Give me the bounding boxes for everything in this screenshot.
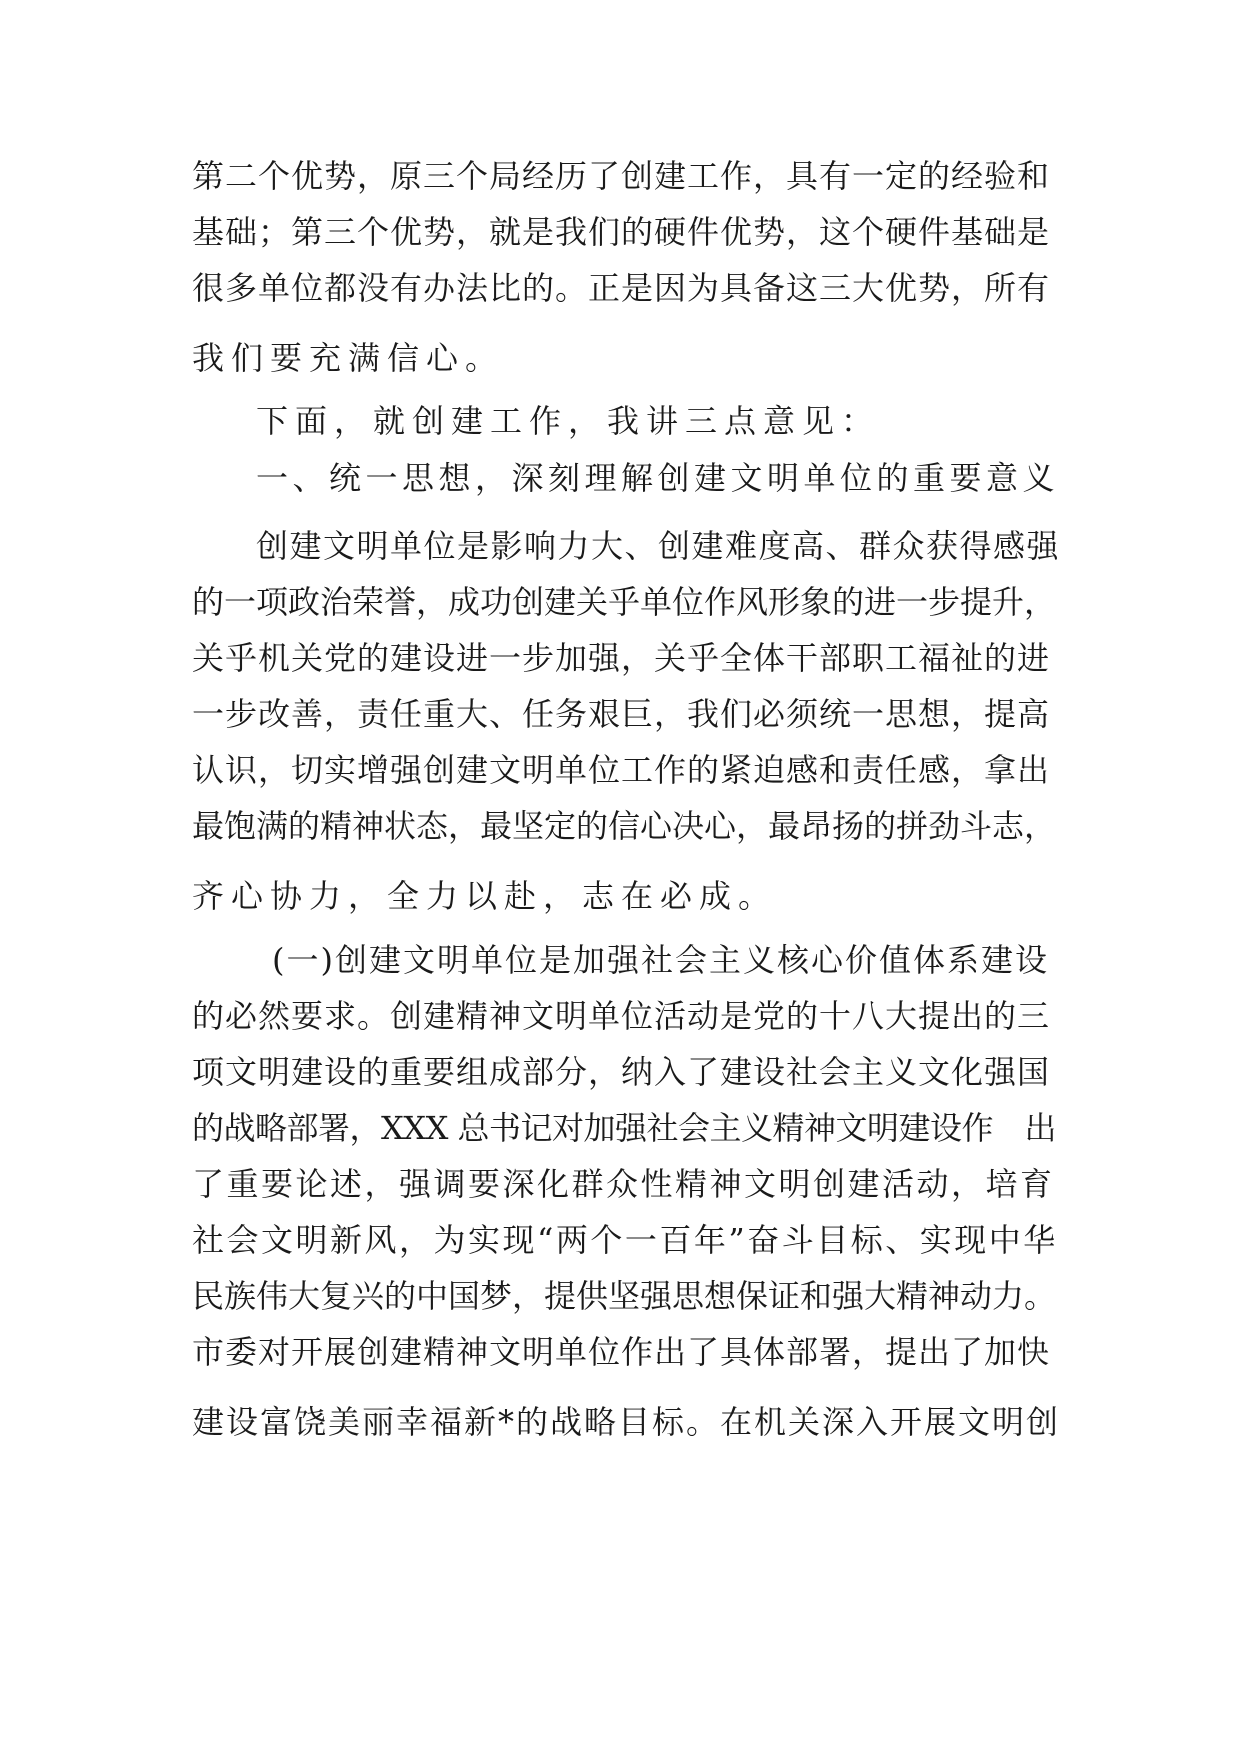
text-line: 的一项政治荣誉，成功创建关乎单位作风形象的进一步提升， xyxy=(192,583,1057,621)
text-line: 第二个优势，原三个局经历了创建工作，具有一定的经验和 xyxy=(192,157,1051,195)
text-line: 最饱满的精神状态，最坚定的信心决心，最昂扬的拼劲斗志， xyxy=(192,807,1057,845)
text-line: 创建文明单位是影响力大、创建难度高、群众获得感强 xyxy=(256,527,1061,565)
text-line: 的必然要求。创建精神文明单位活动是党的十八大提出的三 xyxy=(192,997,1051,1035)
section-heading: 一、统一思想，深刻理解创建文明单位的重要意义 xyxy=(256,459,1060,497)
text-line: 市委对开展创建精神文明单位作出了具体部署，提出了加快 xyxy=(192,1333,1051,1371)
text-line: 齐心协力，全力以赴，志在必成。 xyxy=(192,877,778,915)
text-line: 我们要充满信心。 xyxy=(192,339,505,377)
text-line: 下面，就创建工作，我讲三点意见： xyxy=(256,402,881,440)
text-line: 了重要论述，强调要深化群众性精神文明创建活动，培育 xyxy=(192,1165,1055,1203)
text-line: 民族伟大复兴的中国梦，提供坚强思想保证和强大精神动力。 xyxy=(192,1277,1057,1315)
text-line: 认识，切实增强创建文明单位工作的紧迫感和责任感，拿出 xyxy=(192,751,1051,789)
text-line: 的战略部署，XXX 总书记对加强社会主义精神文明建设作 出 xyxy=(192,1109,1057,1147)
subsection-heading: (一)创建文明单位是加强社会主义核心价值体系建设 xyxy=(272,941,1049,979)
text-line: 一步改善，责任重大、任务艰巨，我们必须统一思想，提高 xyxy=(192,695,1051,733)
text-line: 建设富饶美丽幸福新*的战略目标。在机关深入开展文明创 xyxy=(192,1403,1061,1441)
text-line: 项文明建设的重要组成部分，纳入了建设社会主义文化强国 xyxy=(192,1053,1051,1091)
text-line: 社会文明新风，为实现“两个一百年”奋斗目标、实现中华 xyxy=(192,1221,1058,1259)
text-line: 关乎机关党的建设进一步加强，关乎全体干部职工福祉的进 xyxy=(192,639,1051,677)
text-line: 很多单位都没有办法比的。正是因为具备这三大优势，所有 xyxy=(192,269,1051,307)
text-line: 基础；第三个优势，就是我们的硬件优势，这个硬件基础是 xyxy=(192,213,1051,251)
